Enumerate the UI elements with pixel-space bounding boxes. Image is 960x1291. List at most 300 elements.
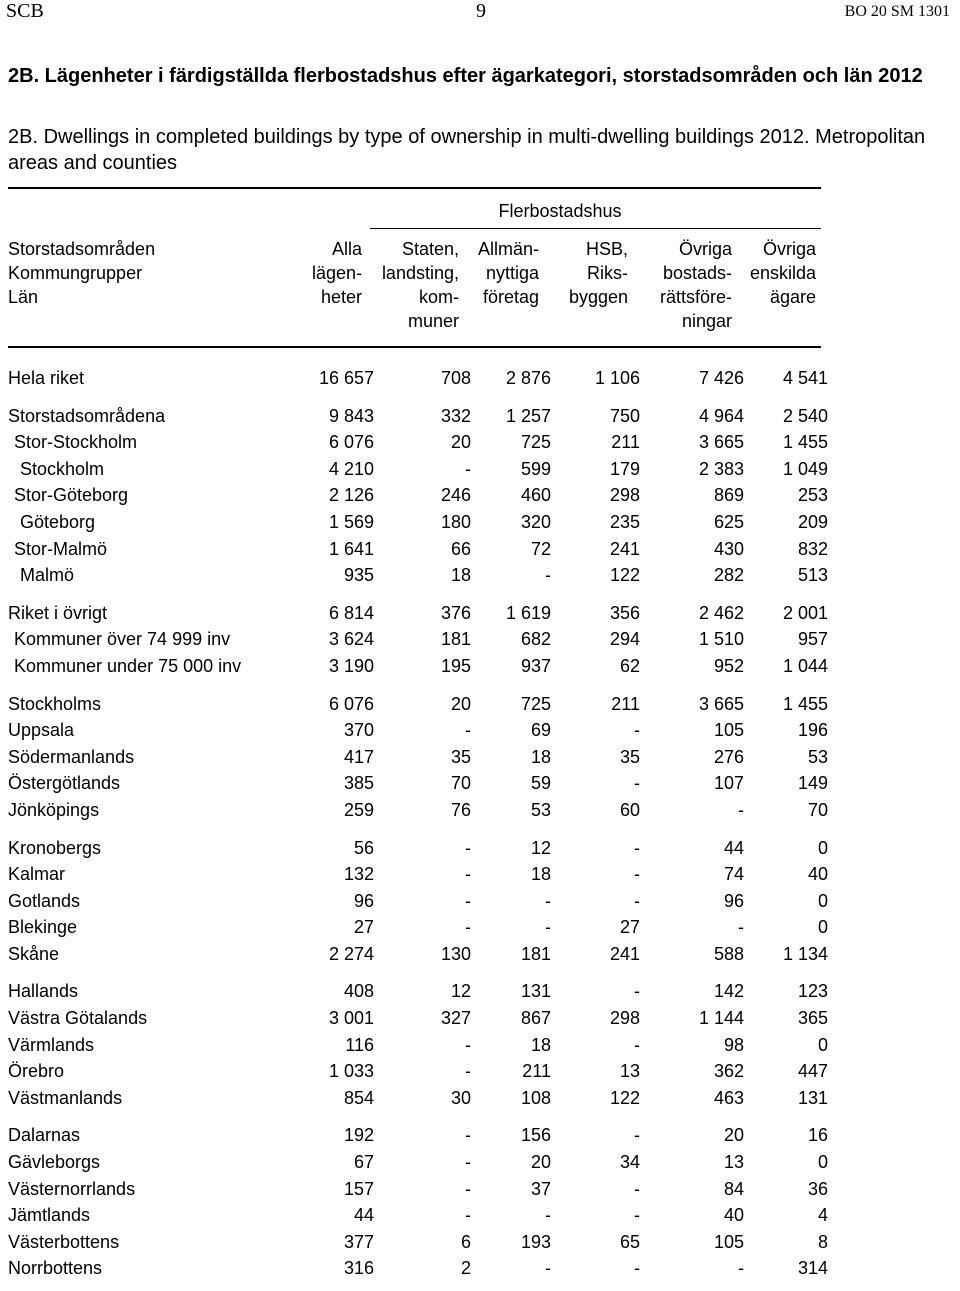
table-row xyxy=(8,1085,828,1112)
table-cell: - xyxy=(738,799,744,820)
table-row xyxy=(8,600,828,627)
row-label: Västra Götalands xyxy=(8,1008,148,1029)
table-cell: 3 665 xyxy=(698,432,744,453)
row-label: Hallands xyxy=(8,981,79,1002)
table-cell: 12 xyxy=(450,981,471,1002)
table-cell: 156 xyxy=(520,1125,551,1146)
column-heading-line: rättsföre- xyxy=(659,287,732,307)
column-heading-line: lägen- xyxy=(311,263,362,283)
row-label-heading xyxy=(8,237,268,309)
table-cell: 105 xyxy=(713,1231,744,1252)
table-cell: 181 xyxy=(440,629,471,650)
table-cell: 0 xyxy=(817,890,828,911)
row-label: Kronobergs xyxy=(8,837,102,858)
table-cell: 282 xyxy=(713,565,744,586)
table-row xyxy=(8,1202,828,1229)
table-cell: - xyxy=(465,720,471,741)
table-cell: 356 xyxy=(609,602,640,623)
table-cell: - xyxy=(465,864,471,885)
table-cell: - xyxy=(634,1125,640,1146)
column-group-heading: Flerbostadshus xyxy=(498,201,622,221)
column-heading-hsb xyxy=(539,237,628,309)
table-cell: 70 xyxy=(807,799,828,820)
table-cell: - xyxy=(465,1205,471,1226)
table-cell: 60 xyxy=(619,799,640,820)
table-cell: 20 xyxy=(450,693,471,714)
table-cell: - xyxy=(545,1258,551,1279)
row-label: Jönköpings xyxy=(8,799,100,820)
table-cell: 211 xyxy=(611,693,640,714)
row-label: Malmö xyxy=(20,565,75,586)
table-cell: 7 426 xyxy=(698,368,744,388)
table-cell: 122 xyxy=(609,565,640,586)
table-cell: 937 xyxy=(520,655,551,676)
column-heading-total xyxy=(286,237,362,309)
table-row xyxy=(8,456,828,483)
row-label: Skåne xyxy=(8,943,60,964)
table-cell: 957 xyxy=(797,629,828,650)
table-cell: 36 xyxy=(807,1178,828,1199)
table-cell: 4 210 xyxy=(328,458,374,479)
table-cell: 2 383 xyxy=(698,458,744,479)
group-spacer xyxy=(8,589,828,600)
table-cell: 76 xyxy=(450,799,471,820)
table-cell: 59 xyxy=(530,773,551,794)
table-cell: 377 xyxy=(343,1231,374,1252)
table-cell: 332 xyxy=(440,405,471,426)
table-row xyxy=(8,861,828,888)
table-row xyxy=(8,653,828,680)
table-cell: 107 xyxy=(713,773,744,794)
table-title-swedish: 2B. Lägenheter i färdigställda flerbostadshus efter ägarkategori, storstadsområden och län 2012 xyxy=(8,65,923,87)
table-cell: - xyxy=(465,458,471,479)
table-cell: - xyxy=(738,1258,744,1279)
table-row xyxy=(8,509,828,536)
table-cell: 2 126 xyxy=(328,485,374,506)
column-heading-line: enskilda xyxy=(749,263,816,283)
table-cell: 463 xyxy=(713,1087,744,1108)
table-cell: 869 xyxy=(713,485,744,506)
table-row xyxy=(8,365,828,392)
table-cell: 2 540 xyxy=(782,405,828,426)
column-heading-line: landsting, xyxy=(381,263,459,283)
table-cell: 66 xyxy=(450,538,471,559)
table-cell: 211 xyxy=(522,1061,551,1082)
row-label: Riket i övrigt xyxy=(8,602,108,623)
table-cell: 235 xyxy=(609,511,640,532)
table-cell: 276 xyxy=(713,746,744,767)
row-label: Västernorrlands xyxy=(8,1178,136,1199)
header-bottom-rule xyxy=(8,346,821,348)
column-heading-line: Allmän- xyxy=(477,239,539,259)
table-cell: 108 xyxy=(520,1087,551,1108)
table-cell: 1 044 xyxy=(782,655,828,676)
table-cell: 832 xyxy=(797,538,828,559)
group-rule xyxy=(370,228,821,229)
table-cell: 447 xyxy=(797,1061,828,1082)
column-heading-other-coops xyxy=(620,237,732,333)
table-cell: 1 455 xyxy=(782,432,828,453)
table-cell: 682 xyxy=(520,629,551,650)
table-cell: - xyxy=(465,1178,471,1199)
table-cell: 750 xyxy=(609,405,640,426)
table-cell: 365 xyxy=(797,1008,828,1029)
table-cell: 1 569 xyxy=(328,511,374,532)
table-cell: 362 xyxy=(713,1061,744,1082)
table-cell: 130 xyxy=(440,943,471,964)
table-row xyxy=(8,1176,828,1203)
table-cell: 935 xyxy=(343,565,374,586)
column-heading-line: heter xyxy=(320,287,362,307)
table-row xyxy=(8,797,828,824)
group-spacer-cell xyxy=(8,967,828,978)
report-code: BO 20 SM 1301 xyxy=(844,3,950,20)
table-cell: - xyxy=(545,565,551,586)
table-cell: 588 xyxy=(713,943,744,964)
row-label: Örebro xyxy=(8,1061,65,1082)
table-cell: 6 814 xyxy=(328,602,374,623)
column-heading-line: bostads- xyxy=(662,263,732,283)
table-cell: - xyxy=(634,864,640,885)
table-cell: - xyxy=(634,837,640,858)
column-heading-public xyxy=(362,237,459,333)
table-cell: - xyxy=(545,917,551,938)
table-cell: - xyxy=(465,837,471,858)
column-heading-line: Riks- xyxy=(587,263,628,283)
table-cell: - xyxy=(465,1061,471,1082)
table-cell: 180 xyxy=(440,511,471,532)
table-cell: 4 xyxy=(817,1205,828,1226)
table-cell: 6 076 xyxy=(328,432,374,453)
table-cell: 376 xyxy=(440,602,471,623)
table-cell: 6 076 xyxy=(328,693,374,714)
table-row xyxy=(8,744,828,771)
table-cell: 30 xyxy=(450,1087,471,1108)
table-cell: 1 106 xyxy=(594,368,640,388)
table-row xyxy=(8,978,828,1005)
table-cell: 1 619 xyxy=(505,602,551,623)
table-cell: 298 xyxy=(609,485,640,506)
column-heading-line: muner xyxy=(407,311,459,331)
table-cell: 3 190 xyxy=(328,655,374,676)
table-cell: - xyxy=(465,1152,471,1173)
table-cell: 37 xyxy=(530,1178,551,1199)
table-row xyxy=(8,835,828,862)
row-label: Kommuner under 75 000 inv xyxy=(14,655,242,676)
table-cell: - xyxy=(634,1178,640,1199)
row-label: Gävleborgs xyxy=(8,1152,101,1173)
table-cell: 1 144 xyxy=(698,1008,744,1029)
row-label: Uppsala xyxy=(8,720,75,741)
column-heading-line: företag xyxy=(482,287,539,307)
data-table-body xyxy=(8,365,828,1282)
row-label: Stockholm xyxy=(20,458,105,479)
table-cell: 253 xyxy=(797,485,828,506)
table-cell: - xyxy=(634,1034,640,1055)
table-cell: 4 964 xyxy=(698,405,744,426)
row-label: Västmanlands xyxy=(8,1087,123,1108)
table-cell: 116 xyxy=(345,1034,374,1055)
table-row xyxy=(8,626,828,653)
row-label: Kalmar xyxy=(8,864,66,885)
table-cell: 430 xyxy=(713,538,744,559)
table-cell: 1 033 xyxy=(328,1061,374,1082)
table-row xyxy=(8,429,828,456)
page-number: 9 xyxy=(476,0,486,22)
table-cell: 9 843 xyxy=(328,405,374,426)
table-cell: 123 xyxy=(797,981,828,1002)
table-cell: 131 xyxy=(520,981,551,1002)
group-spacer xyxy=(8,967,828,978)
row-label: Östergötlands xyxy=(8,773,121,794)
row-label: Blekinge xyxy=(8,917,78,938)
table-cell: 209 xyxy=(797,511,828,532)
table-cell: 13 xyxy=(619,1061,640,1082)
table-cell: 1 641 xyxy=(328,538,374,559)
row-label: Kommuner över 74 999 inv xyxy=(14,629,231,650)
table-cell: 44 xyxy=(353,1205,374,1226)
table-cell: 246 xyxy=(440,485,471,506)
column-heading-line: Alla xyxy=(331,239,362,259)
table-row xyxy=(8,1229,828,1256)
table-cell: 65 xyxy=(619,1231,640,1252)
table-cell: 211 xyxy=(611,432,640,453)
row-label: Göteborg xyxy=(20,511,96,532)
table-cell: 142 xyxy=(713,981,744,1002)
group-spacer xyxy=(8,824,828,835)
table-cell: 16 657 xyxy=(318,368,374,388)
table-cell: 20 xyxy=(723,1125,744,1146)
column-heading-line: kom- xyxy=(419,287,459,307)
table-cell: 3 665 xyxy=(698,693,744,714)
table-cell: 417 xyxy=(343,746,374,767)
table-cell: 0 xyxy=(817,837,828,858)
table-cell: 385 xyxy=(343,773,374,794)
group-spacer xyxy=(8,680,828,691)
table-cell: 1 455 xyxy=(782,693,828,714)
table-row xyxy=(8,482,828,509)
table-cell: 952 xyxy=(713,655,744,676)
table-cell: 294 xyxy=(609,629,640,650)
table-cell: 8 xyxy=(817,1231,828,1252)
table-row xyxy=(8,1255,828,1282)
row-label: Storstadsområdena xyxy=(8,405,166,426)
table-cell: - xyxy=(545,890,551,911)
table-cell: 20 xyxy=(450,432,471,453)
table-cell: 40 xyxy=(807,864,828,885)
table-cell: 2 xyxy=(460,1258,471,1279)
row-label: Stor-Göteborg xyxy=(14,485,129,506)
table-cell: 35 xyxy=(450,746,471,767)
table-cell: 20 xyxy=(530,1152,551,1173)
table-cell: 27 xyxy=(353,917,374,938)
row-label-heading-line: Län xyxy=(8,287,39,307)
table-cell: 6 xyxy=(460,1231,471,1252)
table-title-english: 2B. Dwellings in completed buildings by type of ownership in multi-dwelling buildings 2012. Metropolitan areas and counties xyxy=(8,126,926,174)
table-cell: 259 xyxy=(343,799,374,820)
table-cell: 53 xyxy=(807,746,828,767)
table-cell: 40 xyxy=(723,1205,744,1226)
table-cell: 96 xyxy=(723,890,744,911)
data-table xyxy=(8,365,828,1282)
row-label: Gotlands xyxy=(8,890,81,911)
table-cell: 2 462 xyxy=(698,602,744,623)
column-heading-line: Övriga xyxy=(678,239,732,259)
table-cell: 56 xyxy=(353,837,374,858)
table-cell: 725 xyxy=(520,693,551,714)
group-spacer-cell xyxy=(8,680,828,691)
group-spacer-cell xyxy=(8,392,828,403)
table-cell: 3 624 xyxy=(328,629,374,650)
table-cell: 725 xyxy=(520,432,551,453)
table-cell: 98 xyxy=(723,1034,744,1055)
table-cell: - xyxy=(634,1205,640,1226)
table-row xyxy=(8,1032,828,1059)
table-cell: 192 xyxy=(343,1125,374,1146)
table-cell: - xyxy=(634,890,640,911)
table-cell: 195 xyxy=(440,655,471,676)
table-cell: 327 xyxy=(440,1008,471,1029)
table-cell: 44 xyxy=(723,837,744,858)
row-label-heading-line: Kommungrupper xyxy=(8,263,143,283)
row-label: Stockholms xyxy=(8,693,102,714)
table-cell: 1 049 xyxy=(782,458,828,479)
column-heading-non-profit xyxy=(459,237,539,309)
column-heading-line: Staten, xyxy=(401,239,459,259)
page-header xyxy=(0,0,960,28)
table-cell: 67 xyxy=(353,1152,374,1173)
table-cell: 18 xyxy=(530,1034,551,1055)
column-heading-private-owners xyxy=(732,237,816,309)
table-cell: 12 xyxy=(530,837,551,858)
column-heading-line: ägare xyxy=(769,287,816,307)
table-row xyxy=(8,1058,828,1085)
top-rule xyxy=(8,187,821,189)
table-cell: 53 xyxy=(530,799,551,820)
column-heading-line: ningar xyxy=(681,311,732,331)
table-cell: - xyxy=(634,720,640,741)
table-cell: 122 xyxy=(609,1087,640,1108)
table-cell: 1 510 xyxy=(698,629,744,650)
table-cell: 241 xyxy=(609,943,640,964)
table-row xyxy=(8,403,828,430)
table-cell: - xyxy=(465,890,471,911)
table-cell: 105 xyxy=(713,720,744,741)
table-cell: 16 xyxy=(807,1125,828,1146)
table-cell: 131 xyxy=(797,1087,828,1108)
table-cell: 625 xyxy=(713,511,744,532)
table-cell: 241 xyxy=(609,538,640,559)
table-cell: 74 xyxy=(723,864,744,885)
table-cell: 18 xyxy=(450,565,471,586)
table-cell: 854 xyxy=(343,1087,374,1108)
table-row xyxy=(8,536,828,563)
row-label: Jämtlands xyxy=(8,1205,91,1226)
table-cell: 18 xyxy=(530,746,551,767)
column-heading-line: nyttiga xyxy=(485,263,539,283)
table-row xyxy=(8,941,828,968)
table-row xyxy=(8,770,828,797)
table-row xyxy=(8,1122,828,1149)
table-cell: 193 xyxy=(520,1231,551,1252)
table-cell: 181 xyxy=(520,943,551,964)
table-cell: 320 xyxy=(520,511,551,532)
column-heading-line: byggen xyxy=(568,287,628,307)
group-spacer-cell xyxy=(8,589,828,600)
table-row xyxy=(8,888,828,915)
table-row xyxy=(8,717,828,744)
table-cell: 149 xyxy=(797,773,828,794)
table-cell: 13 xyxy=(723,1152,744,1173)
table-cell: - xyxy=(465,1125,471,1146)
row-label-heading-line: Storstadsområden xyxy=(8,239,156,259)
table-cell: 34 xyxy=(619,1152,640,1173)
row-label: Stor-Malmö xyxy=(14,538,108,559)
table-row xyxy=(8,914,828,941)
group-spacer xyxy=(8,1111,828,1122)
table-cell: 96 xyxy=(353,890,374,911)
table-cell: 179 xyxy=(609,458,640,479)
table-cell: 18 xyxy=(530,864,551,885)
table-cell: 599 xyxy=(520,458,551,479)
table-cell: 408 xyxy=(343,981,374,1002)
table-row xyxy=(8,1005,828,1032)
table-cell: 314 xyxy=(797,1258,828,1279)
table-cell: 0 xyxy=(817,1152,828,1173)
table-cell: 1 134 xyxy=(782,943,828,964)
group-spacer xyxy=(8,392,828,403)
table-cell: 84 xyxy=(723,1178,744,1199)
table-cell: 867 xyxy=(520,1008,551,1029)
table-cell: 2 274 xyxy=(328,943,374,964)
table-cell: 2 876 xyxy=(505,368,551,388)
table-cell: - xyxy=(634,773,640,794)
table-cell: 3 001 xyxy=(328,1008,374,1029)
column-heading-line: HSB, xyxy=(585,239,628,259)
row-label: Dalarnas xyxy=(8,1125,81,1146)
column-heading-line: Övriga xyxy=(762,239,816,259)
group-spacer-cell xyxy=(8,824,828,835)
table-cell: 35 xyxy=(619,746,640,767)
group-spacer-cell xyxy=(8,1111,828,1122)
row-label: Södermanlands xyxy=(8,746,135,767)
table-cell: - xyxy=(465,917,471,938)
table-row xyxy=(8,691,828,718)
row-label: Värmlands xyxy=(8,1034,95,1055)
publisher-label: SCB xyxy=(6,0,44,22)
table-cell: - xyxy=(738,917,744,938)
table-cell: - xyxy=(465,1034,471,1055)
table-cell: 2 001 xyxy=(782,602,828,623)
table-cell: 157 xyxy=(343,1178,374,1199)
table-cell: - xyxy=(545,1205,551,1226)
table-cell: 27 xyxy=(619,917,640,938)
table-cell: 4 541 xyxy=(782,368,828,388)
row-label: Västerbottens xyxy=(8,1231,120,1252)
row-label: Norrbottens xyxy=(8,1258,103,1279)
table-cell: - xyxy=(634,981,640,1002)
table-cell: 62 xyxy=(619,655,640,676)
table-cell: 370 xyxy=(343,720,374,741)
table-cell: 316 xyxy=(343,1258,374,1279)
table-cell: 72 xyxy=(530,538,551,559)
table-cell: 298 xyxy=(609,1008,640,1029)
table-row xyxy=(8,562,828,589)
table-cell: 69 xyxy=(530,720,551,741)
table-cell: - xyxy=(634,1258,640,1279)
table-cell: 0 xyxy=(817,917,828,938)
table-cell: 513 xyxy=(797,565,828,586)
